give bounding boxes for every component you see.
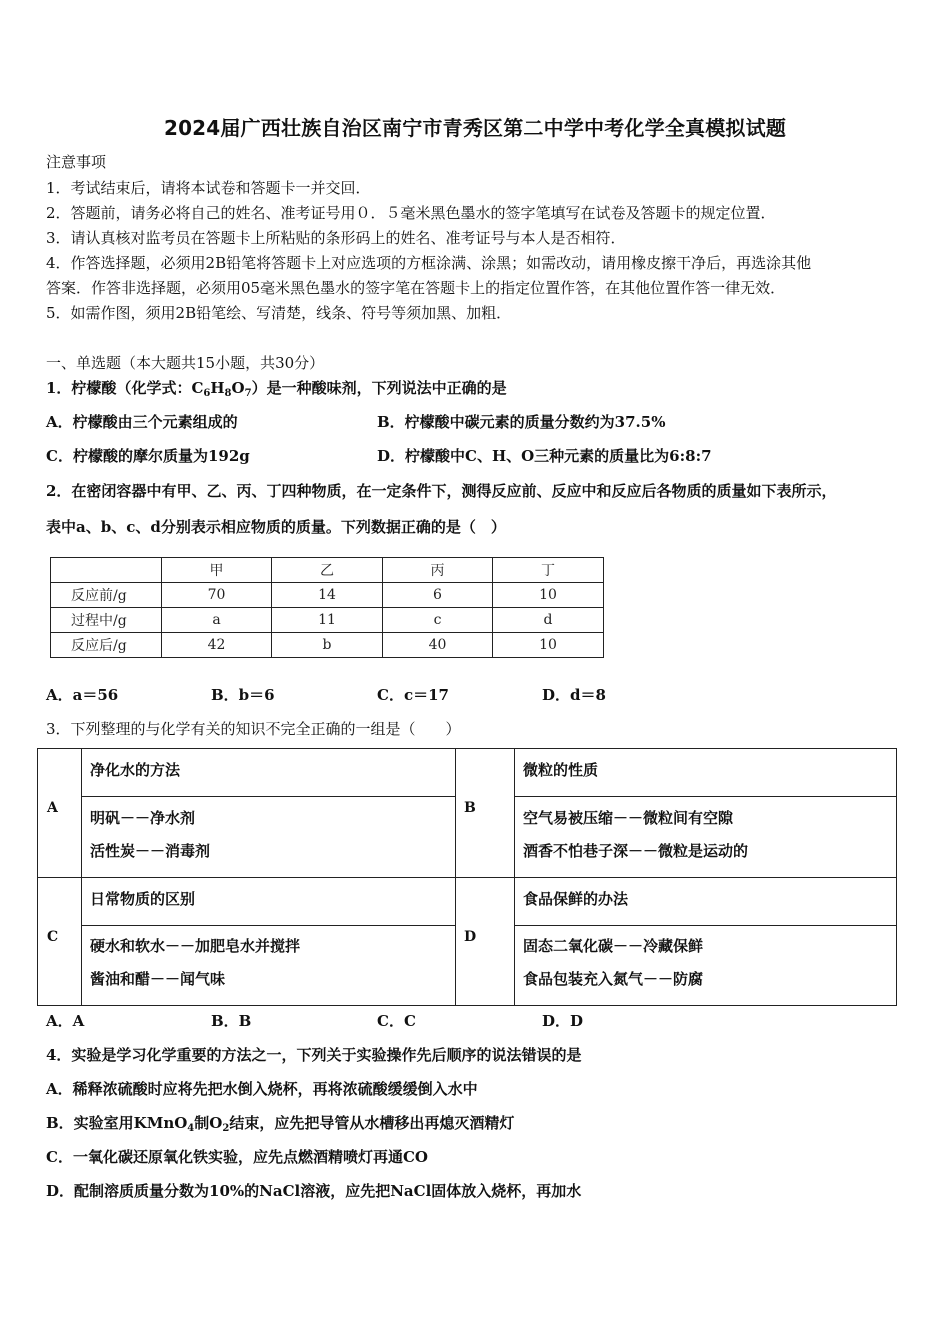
table-cell: 40 (383, 633, 493, 658)
table-cell: 11 (272, 608, 383, 633)
table-header-cell: 甲 (162, 558, 272, 583)
cell-text: 空气易被压缩－－微粒间有空隙 (523, 809, 734, 827)
table-cell: 10 (493, 633, 604, 658)
table-header-cell: 丙 (383, 558, 493, 583)
table-cell: 42 (162, 633, 272, 658)
q3-option-d: D．D (542, 1012, 584, 1030)
q2-stem-line2: 表中a、b、c、d分别表示相应物质的质量。下列数据正确的是（ ） (46, 518, 506, 536)
table-cell: a (162, 608, 272, 633)
cell-label-a: A (47, 800, 58, 816)
cell-text: 活性炭－－消毒剂 (90, 842, 211, 860)
cell-heading: 微粒的性质 (523, 761, 599, 779)
page-title: 2024届广西壮族自治区南宁市青秀区第二中学中考化学全真模拟试题 (163, 116, 787, 140)
cell-text: 硬水和软水－－加肥皂水并搅拌 (90, 937, 301, 955)
table-header-row (51, 558, 604, 583)
notice-item: 2．答题前，请务必将自己的姓名、准考证号用０．５毫米黑色墨水的签字笔填写在试卷及答题卡的规定位置． (46, 204, 776, 222)
table-row (51, 633, 604, 658)
cell-text: 酱油和醋－－闻气味 (90, 970, 226, 988)
cell-heading: 日常物质的区别 (90, 890, 196, 908)
cell-heading: 食品保鲜的办法 (523, 890, 629, 908)
notice-item: 5．如需作图，须用2B铅笔绘、写清楚，线条、符号等须加黑、加粗． (46, 304, 512, 322)
q2-option-c: C．c＝17 (377, 686, 449, 704)
table-cell: 70 (162, 583, 272, 608)
notice-item: 1．考试结束后，请将本试卷和答题卡一并交回． (46, 179, 371, 197)
q1-option-c: C．柠檬酸的摩尔质量为192g (46, 447, 250, 465)
cell-label-d: D (464, 929, 477, 945)
q4-stem: 4．实验是学习化学重要的方法之一，下列关于实验操作先后顺序的说法错误的是 (46, 1046, 582, 1064)
q3-option-b: B．B (211, 1012, 252, 1030)
q3-option-c: C．C (377, 1012, 416, 1030)
q3-knowledge-table (37, 748, 897, 1006)
table-header-cell: 丁 (493, 558, 604, 583)
cell-text: 食品包装充入氮气－－防腐 (523, 970, 704, 988)
q3-stem: 3．下列整理的与化学有关的知识不完全正确的一组是（ ） (46, 720, 461, 738)
cell-text: 明矾－－净水剂 (90, 809, 196, 827)
q1-stem: 1．柠檬酸（化学式：$C_6H_8O_7$）是一种酸味剂，下列说法中正确的是 (46, 379, 507, 399)
q1-option-b: B．柠檬酸中碳元素的质量分数约为37.5% (377, 413, 666, 431)
table-cell: d (493, 608, 604, 633)
table-cell: c (383, 608, 493, 633)
table-cell: 14 (272, 583, 383, 608)
table-divider (38, 877, 896, 878)
q2-mass-table (50, 557, 604, 658)
cell-label-c: C (47, 929, 59, 945)
notice-item: 4．作答选择题，必须用2B铅笔将答题卡上对应选项的方框涂满、涂黑；如需改动，请用橡皮擦干净后，再选涂其他 (46, 254, 812, 272)
table-row (51, 583, 604, 608)
table-row-header: 反应前/g (51, 583, 162, 608)
q2-option-a: A．a＝56 (46, 686, 119, 704)
section-heading: 一、单选题（本大题共15小题，共30分） (46, 354, 325, 372)
q3-option-a: A．A (46, 1012, 85, 1030)
table-divider (514, 925, 896, 926)
table-row (51, 608, 604, 633)
table-cell: b (272, 633, 383, 658)
table-cell: 6 (383, 583, 493, 608)
table-row-header: 过程中/g (51, 608, 162, 633)
table-divider (81, 796, 455, 797)
q1-option-a: A．柠檬酸由三个元素组成的 (46, 413, 238, 431)
q2-option-d: D．d＝8 (542, 686, 606, 704)
notice-heading: 注意事项 (46, 153, 107, 171)
q4-option-d: D．配制溶质质量分数为10%的NaCl溶液，应先把NaCl固体放入烧杯，再加水 (46, 1182, 582, 1200)
cell-text: 酒香不怕巷子深－－微粒是运动的 (523, 842, 749, 860)
table-divider (81, 925, 455, 926)
cell-heading: 净化水的方法 (90, 761, 181, 779)
notice-item: 答案．作答非选择题，必须用05毫米黑色墨水的签字笔在答题卡上的指定位置作答，在其他位置作答一律无效． (46, 279, 786, 297)
cell-label-b: B (464, 800, 476, 816)
q4-option-a: A．稀释浓硫酸时应将先把水倒入烧杯，再将浓硫酸缓缓倒入水中 (46, 1080, 478, 1098)
table-cell: 10 (493, 583, 604, 608)
cell-text: 固态二氧化碳－－冷藏保鲜 (523, 937, 704, 955)
table-cell (51, 558, 162, 583)
table-row-header: 反应后/g (51, 633, 162, 658)
q2-option-b: B．b＝6 (211, 686, 275, 704)
notice-item: 3．请认真核对监考员在答题卡上所粘贴的条形码上的姓名、准考证号与本人是否相符． (46, 229, 626, 247)
q2-stem-line1: 2．在密闭容器中有甲、乙、丙、丁四种物质，在一定条件下，测得反应前、反应中和反应后各物质的质量如下表所示， (46, 482, 837, 500)
q1-option-d: D．柠檬酸中C、H、O三种元素的质量比为6:8:7 (377, 447, 712, 465)
table-divider (514, 796, 896, 797)
q4-option-c: C．一氧化碳还原氧化铁实验，应先点燃酒精喷灯再通CO (46, 1148, 428, 1166)
q4-option-b: B．实验室用KMnO$_4$制$O_2$结束，应先把导管从水槽移出再熄灭酒精灯 (46, 1114, 515, 1134)
table-header-cell: 乙 (272, 558, 383, 583)
